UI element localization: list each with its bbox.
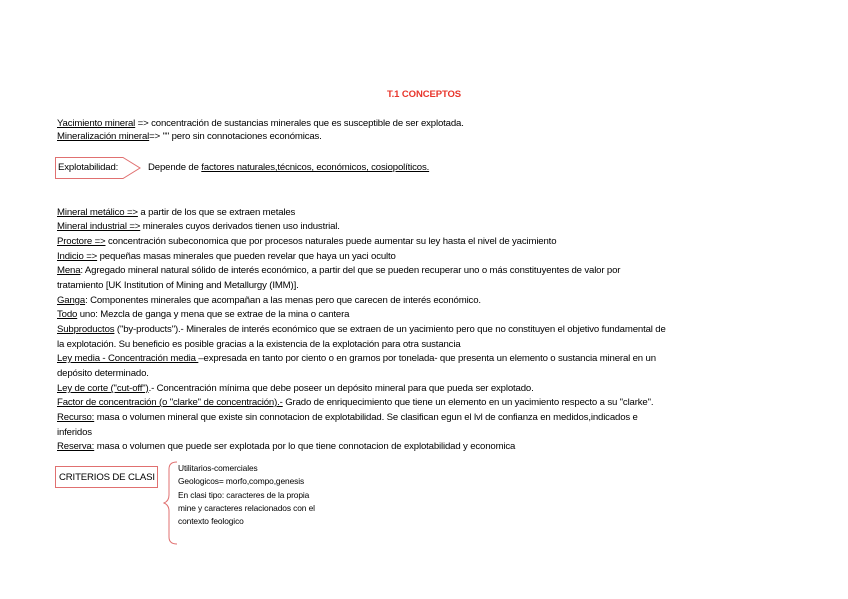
definition-text: uno: Mezcla de ganga y mena que se extrae de la mina o cantera xyxy=(77,309,350,320)
definition-text: –expresada en tanto por ciento o en gramos por tonelada- que presenta un elemento o sustancia mineral en un xyxy=(198,353,656,364)
definition-line xyxy=(57,130,322,143)
definition-term: Subproductos xyxy=(57,324,115,335)
definition-line xyxy=(57,294,481,307)
definition-text: Grado de enriquecimiento que tiene un elemento en un yacimiento respecto a su "clarke". xyxy=(282,397,654,408)
explotabilidad-description xyxy=(148,162,429,173)
definition-line xyxy=(57,352,656,365)
definition-text: => concentración de sustancias minerales que es susceptible de ser explotada. xyxy=(135,118,464,129)
definition-line xyxy=(57,382,534,395)
definition-line xyxy=(57,264,620,277)
definition-line xyxy=(57,206,295,219)
definition-term: Mineral industrial => xyxy=(57,221,141,232)
definition-text: masa o volumen que puede ser explotada por lo que tiene connotacion de explotabilidad y economica xyxy=(94,441,516,452)
explotabilidad-arrow-box xyxy=(55,157,145,179)
definition-term: Ganga xyxy=(57,295,86,306)
definition-term: Mena xyxy=(57,265,81,276)
definition-term: Mineral metálico => xyxy=(57,207,138,218)
criterios-box xyxy=(55,466,158,488)
criterio-item: contexto feologico xyxy=(178,516,244,527)
criterios-list xyxy=(178,462,315,528)
explotabilidad-prefix: Depende de xyxy=(148,162,202,173)
definition-line xyxy=(57,323,666,336)
criterio-item: Geologicos= morfo,compo,genesis xyxy=(178,476,305,487)
definition-text: a partir de los que se extraen metales xyxy=(137,207,296,218)
explotabilidad-label: Explotabilidad: xyxy=(58,162,119,173)
criterio-item: Utilitarios-comerciales xyxy=(178,463,258,473)
definition-line xyxy=(57,220,340,233)
definition-line xyxy=(57,426,92,439)
definition-text: depósito determinado. xyxy=(57,368,149,379)
definition-term: Proctore => xyxy=(57,236,106,247)
definition-term: Recurso: xyxy=(57,412,95,423)
definition-line xyxy=(57,250,396,263)
definition-text: la explotación. Su beneficio es posible gracias a la existencia de la explotación para otra sustancia xyxy=(57,339,461,350)
definition-text: concentración subeconomica que por procesos naturales puede aumentar su ley hasta el nivel de yacimiento xyxy=(105,236,557,247)
definition-text: inferidos xyxy=(57,427,92,438)
criterio-item: En clasi tipo: caracteres de la propia xyxy=(178,489,310,500)
criterio-item: mine y caracteres relacionados con el xyxy=(178,502,315,513)
definition-text: ("by-products").- Minerales de interés económico que se extraen de un yacimiento pero que no constituyen el objetivo fundamental de xyxy=(114,324,666,335)
definition-line xyxy=(57,411,638,424)
definition-term: Yacimiento mineral xyxy=(57,118,136,129)
definition-text: : Componentes minerales que acompañan a las menas pero que carecen de interés económico. xyxy=(85,295,481,306)
definition-line xyxy=(57,279,299,292)
definition-text: : Agregado mineral natural sólido de interés económico, a partir del que se pueden recuperar uno o más constituyentes de valor por xyxy=(80,265,621,276)
definition-line xyxy=(57,440,515,453)
definition-text: masa o volumen mineral que existe sin connotacion de explotabilidad. Se clasifican egun el lvl de confianza en medidos,indicados e xyxy=(94,412,638,423)
definition-text: minerales cuyos derivados tienen uso industrial. xyxy=(140,221,340,232)
definition-line xyxy=(57,308,349,321)
curly-brace-icon xyxy=(163,461,179,545)
definition-term: Todo xyxy=(57,309,78,320)
definition-term: Reserva: xyxy=(57,441,95,452)
criterios-label: CRITERIOS DE CLASI xyxy=(59,472,155,483)
definition-term: Mineralización mineral xyxy=(57,131,150,142)
definition-text: .- Concentración mínima que debe poseer un depósito mineral para que pueda ser explotado. xyxy=(148,383,534,394)
definition-line xyxy=(57,367,149,380)
definition-text: pequeñas masas minerales que pueden revelar que haya un yaci oculto xyxy=(97,251,396,262)
definition-text: => "" pero sin connotaciones económicas. xyxy=(149,131,322,142)
definition-line xyxy=(57,338,461,351)
definition-term: Ley media - Concentración media xyxy=(57,353,199,364)
definition-text: tratamiento [UK Institution of Mining and Metallurgy (IMM)]. xyxy=(57,280,299,291)
definition-line xyxy=(57,396,653,409)
definition-line xyxy=(57,235,556,248)
page-title: T.1 CONCEPTOS xyxy=(386,89,461,100)
definition-line xyxy=(57,117,464,130)
definition-term: Indicio => xyxy=(57,251,98,262)
explotabilidad-factors: factores naturales,técnicos, económicos, cosiopolíticos. xyxy=(201,162,430,173)
definition-term: Factor de concentración (o "clarke" de concentración).- xyxy=(57,397,283,408)
definition-term: Ley de corte ("cut-off") xyxy=(57,383,149,394)
